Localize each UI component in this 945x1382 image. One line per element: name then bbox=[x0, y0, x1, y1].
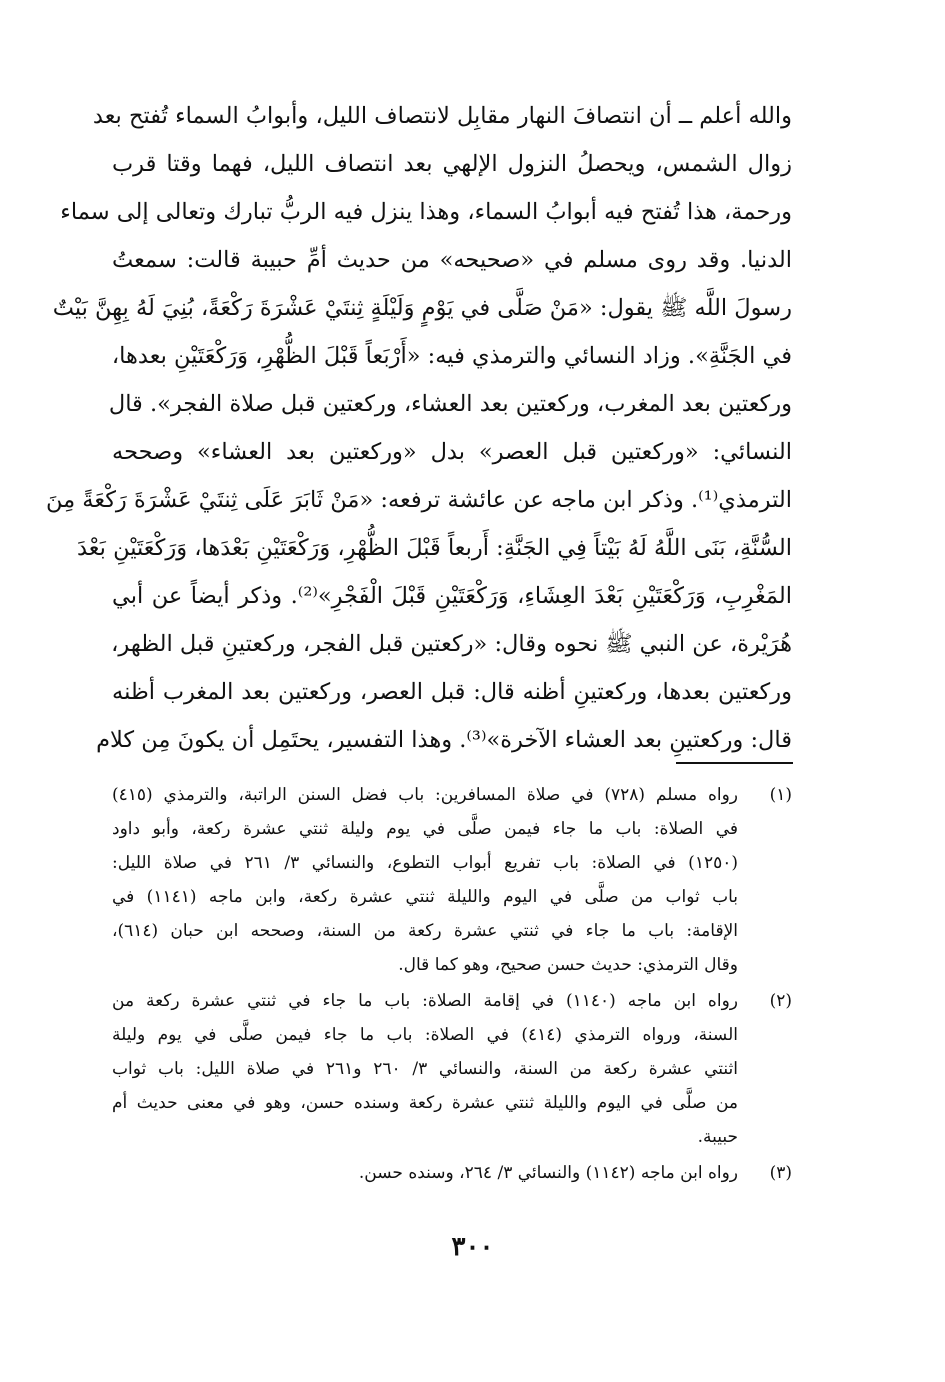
footnote-line: باب ثواب من صلَّى في اليوم والليلة ثنتي عشرة ركعة، وابن ماجه (١١٤١) في bbox=[112, 887, 738, 907]
footnote-line: اثنتي عشرة ركعة من السنة، والنسائي ٣/ ٢٦٠ و٢٦١ في صلاة الليل: باب ثواب bbox=[112, 1059, 738, 1079]
footnote-number: (١) bbox=[769, 785, 792, 805]
footnote-line: السنة، ورواه الترمذي (٤١٤) في الصلاة: باب ما جاء فيمن صلَّى في يوم وليلة bbox=[112, 1025, 738, 1045]
text-line: زوال الشمس، ويحصلُ النزول الإلهي بعد انتصاف الليل، فهما وقتا قرب bbox=[112, 151, 792, 177]
footnote-separator bbox=[676, 762, 793, 764]
footnote-number: (٢) bbox=[769, 991, 792, 1011]
page-number: ٣٠٠ bbox=[451, 1232, 494, 1262]
text-line: وركعتين بعدها، وركعتينِ أظنه قال: قبل العصر، وركعتين بعد المغرب أظنه bbox=[112, 679, 792, 705]
footnote-line: رواه ابن ماجه (١١٤٠) في إقامة الصلاة: باب ما جاء في ثنتي عشرة ركعة من bbox=[112, 991, 738, 1011]
footnote-line: من صلَّى في اليوم والليلة ثنتي عشرة ركعة وسنده حسن، وهو في معنى حديث أم bbox=[112, 1093, 738, 1113]
text-line: قال: وركعتينِ بعد العشاء الآخرة»⁽³⁾. وهذا التفسير، يحتَمِل أن يكونَ مِن كلام bbox=[96, 727, 792, 753]
text-line: وركعتين بعد المغرب، وركعتين بعد العشاء، وركعتين قبل صلاة الفجر». قال bbox=[108, 391, 792, 417]
text-line: والله أعلم ــ أن انتصافَ النهار مقابِل لانتصاف الليل، وأبوابُ السماء تُفتح بعد bbox=[92, 103, 792, 129]
text-line: ورحمة، هذا تُفتح فيه أبوابُ السماء، وهذا ينزل فيه الربُّ تبارك وتعالى إلى سماء bbox=[60, 199, 792, 225]
text-line: في الجَنَّةِ». وزاد النسائي والترمذي فيه: «أَرْبَعاً قَبْلَ الظُّهْرِ، وَرَكْعَتَيْنِ بعدها، bbox=[111, 343, 792, 369]
footnotes bbox=[112, 778, 792, 1192]
footnote-line: وقال الترمذي: حديث حسن صحيح، وهو كما قال. bbox=[398, 955, 738, 975]
text-line: هُرَيْرة، عن النبي ﷺ نحوه وقال: «ركعتين قبل الفجر، وركعتينِ قبل الظهر، bbox=[111, 631, 792, 657]
footnote-1 bbox=[112, 778, 792, 982]
text-line: الدنيا. وقد روى مسلم في «صحيحه» من حديث أمِّ حبيبة قالت: سمعتُ bbox=[112, 247, 792, 273]
text-line: رسولَ اللَّه ﷺ يقول: «مَنْ صَلَّى في يَوْمٍ وَلَيْلَةٍ ثِنتَيْ عَشْرَةَ رَكْعَةً، بُنِيَ لَهُ بِهِنَّ بَيْتٌ bbox=[52, 295, 792, 321]
text-line: النسائي: «وركعتين قبل العصر» بدل «وركعتين بعد العشاء» وصححه bbox=[112, 439, 792, 465]
footnote-2 bbox=[112, 984, 792, 1154]
main-text bbox=[45, 92, 793, 764]
footnote-line: (١٢٥٠) في الصلاة: باب تفريع أبواب التطوع، والنسائي ٣/ ٢٦١ في صلاة الليل: bbox=[112, 853, 738, 873]
footnote-line: حبيبة. bbox=[697, 1127, 738, 1147]
text-line: السُّنَّةِ، بَنَى اللَّهُ لَهُ بَيْتاً فِي الجَنَّةِ: أَربعاً قَبْلَ الظُّهْرِ، وَرَكْعَتَيْنِ بَعْدَها، وَرَكْعَتَيْنِ بَعْدَ bbox=[76, 535, 792, 561]
footnote-line: في الصلاة: باب ما جاء فيمن صلَّى في يوم وليلة ثنتي عشرة ركعة، وأبو داود bbox=[112, 819, 738, 839]
footnote-line: رواه ابن ماجه (١١٤٢) والنسائي ٣/ ٢٦٤، وسنده حسن. bbox=[358, 1163, 738, 1183]
footnote-3 bbox=[112, 1156, 792, 1190]
text-line: الترمذي⁽¹⁾. وذكر ابن ماجه عن عائشة ترفعه: «مَنْ ثَابَرَ عَلَى ثِنتَيْ عَشْرَةَ رَكْعَةً مِنَ bbox=[45, 487, 792, 513]
text-line: المَغْرِبِ، وَرَكْعَتَيْنِ بَعْدَ العِشَاءِ، وَرَكْعَتَيْنِ قَبْلَ الْفَجْرِ»⁽²⁾. وذكر أيضاً عن أبي bbox=[112, 583, 793, 609]
footnote-line: الإقامة: باب ما جاء في ثنتي عشرة ركعة من السنة، وصححه ابن حبان (٦١٤)، bbox=[112, 921, 738, 941]
footnote-number: (٣) bbox=[769, 1163, 792, 1183]
footnote-line: رواه مسلم (٧٢٨) في صلاة المسافرين: باب فضل السنن الراتبة، والترمذي (٤١٥) bbox=[112, 785, 739, 805]
